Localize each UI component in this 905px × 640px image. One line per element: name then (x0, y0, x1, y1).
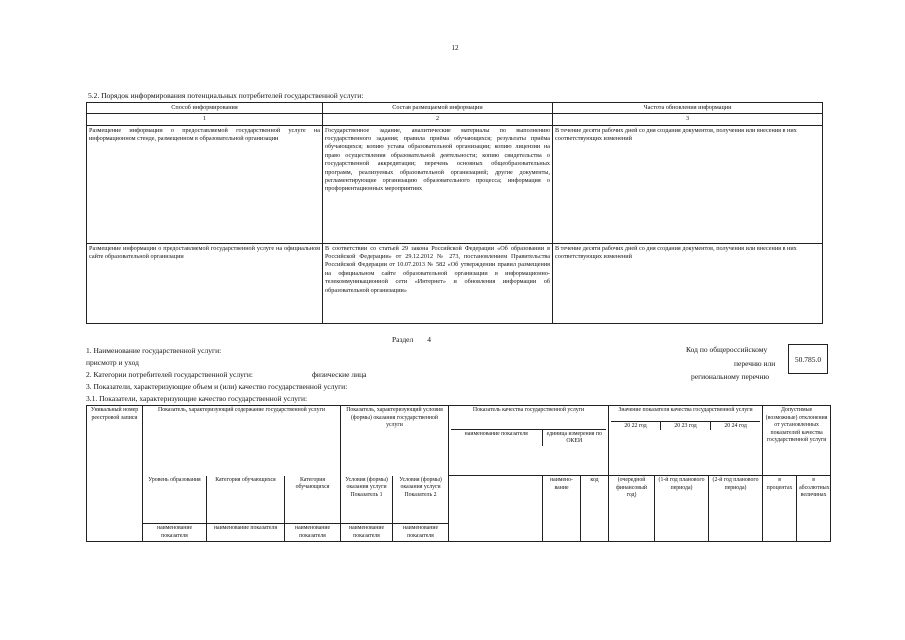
row-method: Размещение информации о предоставляемой государственной услуге на информационном стенде, размещенном в образовательной организации (87, 125, 323, 243)
name-label: наименование показателя (285, 524, 341, 542)
razdel-heading (392, 335, 431, 344)
deviation-group-header: Допустимые (возможные) отклонения от установленных показателей качества государственной услуги (763, 406, 831, 476)
informing-table (86, 102, 823, 324)
section-5-2-title: 5.2. Порядок информирования потенциальных потребителей государственной услуги: (88, 91, 364, 100)
conditions-group-header: Показатель, характеризующий условия (формы) оказания государственной услуги (341, 406, 449, 476)
deviation-percent-header: в процентах (763, 476, 797, 542)
year1-header: 20 22 год (611, 422, 661, 431)
indicators-label: 3. Показатели, характеризующие объем и (или) качество государственной услуги: (86, 382, 348, 391)
header-content: Состав размещаемой информации (323, 103, 553, 114)
indicator-name-header: наименование показателя (451, 430, 542, 446)
row-content: Государственное задание, аналитические материалы по выполнению государственного задания; правила приёма обучающихся; результаты приёма обучающихся; копию устава образовательной организации; копию лицензии на право осуществления образовательной деятельности; копию свидетельства о государственной аккредитации; перечень основных общеобразовательных программ, реализуемых образовательной организацией; другие документы, регламентирующие организацию образовательного процесса; информация о профориентационных мероприятиях (323, 125, 553, 243)
row-method: Размещение информации о предоставляемой государственной услуге на официальном сайте образовательной организации (87, 243, 323, 323)
name-label: наименование показателя (393, 524, 449, 542)
year1-note: (очередной финансовый год) (609, 476, 655, 542)
col-number: 2 (323, 114, 553, 125)
razdel-number: 4 (427, 335, 431, 344)
header-frequency: Частота обновления информации (553, 103, 823, 114)
row-frequency: В течение десяти рабочих дней со дня создания документов, получения или внесения в них соответствующих изменений (553, 243, 823, 323)
quality-indicators-label: 3.1. Показатели, характеризующие качество государственной услуги: (86, 394, 308, 403)
quality-subheaders (451, 429, 606, 446)
informing-header-row (87, 103, 823, 114)
indicator-name-cell (449, 476, 543, 542)
year-headers (611, 421, 760, 431)
unique-number-header: Уникальный номер реестровой записи (87, 406, 143, 542)
quality-group-title: Показатель качества государственной услуги (472, 407, 585, 413)
year2-note: (1-й год планового периода) (655, 476, 709, 542)
unit-code-header: код (581, 476, 609, 542)
okved-label-2: перечню или (734, 359, 776, 368)
consumer-category-value: физические лица (312, 370, 367, 379)
quality-group-header (449, 406, 609, 476)
subcol-condition-1: Условия (формы) оказания услуги Показатель 1 (341, 476, 393, 524)
table-row (87, 243, 823, 323)
subcol-education-level: Уровень образования (143, 476, 207, 524)
page-number: 12 (451, 44, 459, 52)
col-number: 3 (553, 114, 823, 125)
service-name-label: 1. Наименование государственной услуги: (86, 346, 222, 355)
razdel-label: Раздел (392, 335, 414, 344)
service-name-value: присмотр и уход (86, 358, 139, 367)
unit-name-header: наимено-вание (543, 476, 581, 542)
value-group-title: Значение показателя качества государственной услуги (618, 407, 753, 413)
header-method: Способ информирования (87, 103, 323, 114)
content-group-header: Показатель, характеризующий содержание государственной услуги (143, 406, 341, 476)
quality-header-row (87, 406, 831, 476)
quality-subheader-row (87, 476, 831, 524)
name-label: наименование показателя (143, 524, 207, 542)
year2-header: 20 23 год (661, 422, 711, 431)
subcol-condition-2: Условия (формы) оказания услуги Показатель 2 (393, 476, 449, 524)
okved-code-box: 50.785.0 (788, 344, 828, 374)
row-content: В соответствии со статьей 29 закона Российской Федерации «Об образовании в Российской Федерации» от 29.12.2012 № 273, постановлением Правительства Российской Федерации от 10.07.2013 № 582 «Об утверждении правил размещения на официальном сайте образовательной организации в информационно-телекоммуникационной сети «Интернет» и обновления информации об образовательной организации» (323, 243, 553, 323)
name-label: наименование показателя (341, 524, 393, 542)
name-label: наименование показателя (207, 524, 285, 542)
subcol-student-category: Категория обучающихся (207, 476, 285, 524)
okved-label-3: региональному перечню (691, 372, 770, 381)
row-frequency: В течение десяти рабочих дней со дня создания документов, получения или внесения в них соответствующих изменений (553, 125, 823, 243)
value-group-header (609, 406, 763, 476)
subcol-student-category-2: Категория обучающихся (285, 476, 341, 524)
quality-table (86, 405, 831, 542)
year3-header: 20 24 год (724, 422, 747, 429)
okved-label-1: Код по общероссийскому (686, 345, 768, 354)
consumer-category-label: 2. Категории потребителей государственной услуги: (86, 370, 254, 379)
year3-note: (2-й год планового периода) (709, 476, 763, 542)
deviation-abs-header: в абсолютных величинах (797, 476, 831, 542)
table-row (87, 125, 823, 243)
informing-number-row (87, 114, 823, 125)
unit-header: единица измерения по ОКЕИ (546, 430, 602, 445)
col-number: 1 (87, 114, 323, 125)
